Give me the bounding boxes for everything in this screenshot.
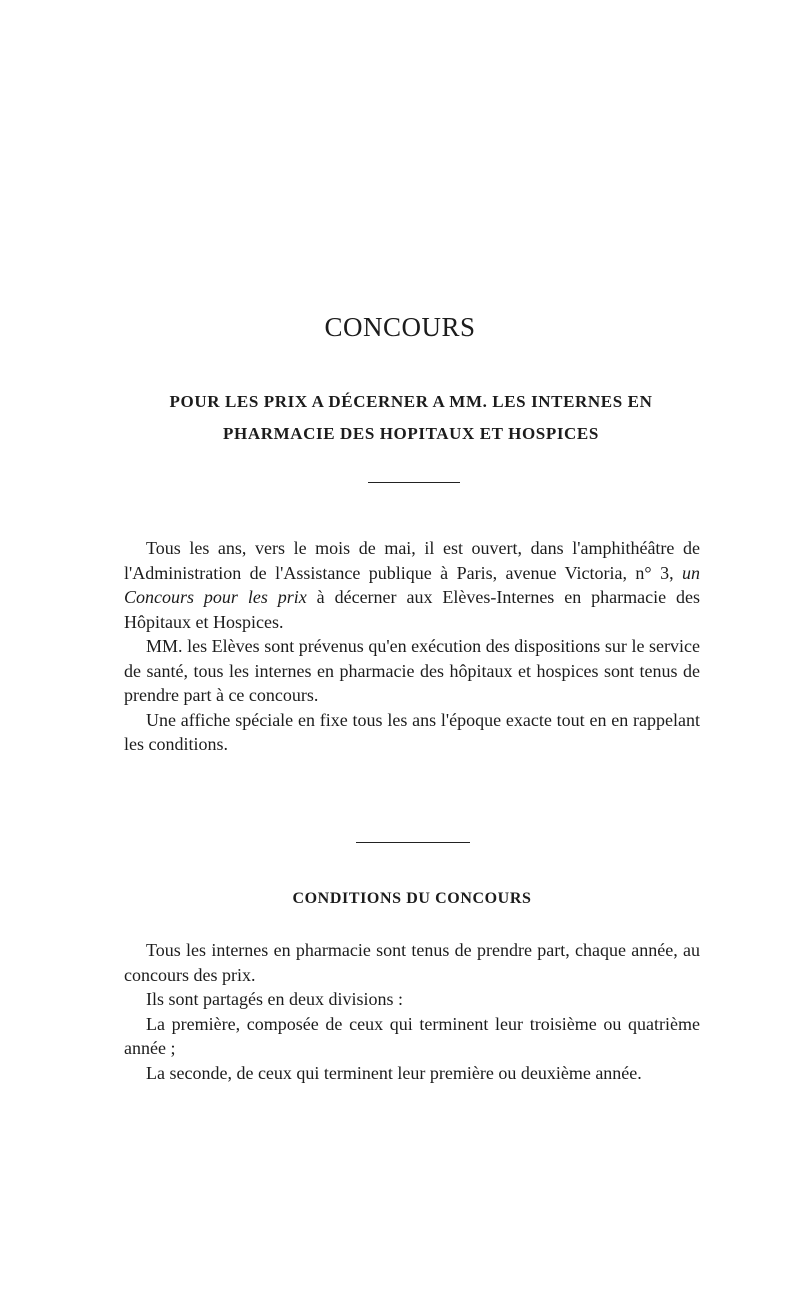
conditions-paragraph-4: La seconde, de ceux qui terminent leur première ou deuxième année. [146, 1062, 642, 1083]
page-title: CONCOURS [324, 312, 476, 342]
section-heading: CONDITIONS DU CONCOURS [292, 890, 532, 907]
intro-paragraph-1 [124, 536, 700, 634]
page-subtitle [122, 386, 700, 450]
conditions-paragraph-3: La première, composée de ceux qui terminent leur troisième ou quatrième année ; [124, 1013, 700, 1058]
subtitle-line-1: POUR LES PRIX A DÉCERNER A MM. LES INTERNES EN [169, 392, 653, 411]
intro-paragraph-1-text-start: Tous les ans, vers le mois de mai, il est ouvert, dans l'amphithéâtre de l'Administration de l'Assistance publique à Paris, avenue Victoria, n° 3, [124, 538, 700, 583]
conditions-paragraph-2: Ils sont partagés en deux divisions : [146, 989, 403, 1009]
intro-paragraph-3: Une affiche spéciale en fixe tous les ans l'époque exacte tout en en rappelant les conditions. [124, 709, 700, 754]
divider-rule [356, 842, 470, 843]
intro-section [124, 536, 700, 757]
intro-paragraph-1-text-end: à décerner aux Elèves-Internes en pharmacie des Hôpitaux et Hospices. [124, 587, 701, 632]
divider-rule [368, 482, 460, 483]
subtitle-line-2: PHARMACIE DES HOPITAUX ET HOSPICES [223, 424, 599, 443]
intro-paragraph-1-italic: un Concours pour les prix [124, 562, 700, 607]
intro-paragraph-2: MM. les Elèves sont prévenus qu'en exécution des dispositions sur le service de santé, tous les internes en pharmacie des hôpitaux et hospices sont tenus de prendre part à ce concours. [124, 636, 700, 705]
conditions-paragraph-1: Tous les internes en pharmacie sont tenus de prendre part, chaque année, au concours des prix. [124, 940, 700, 985]
conditions-section [124, 938, 700, 1085]
